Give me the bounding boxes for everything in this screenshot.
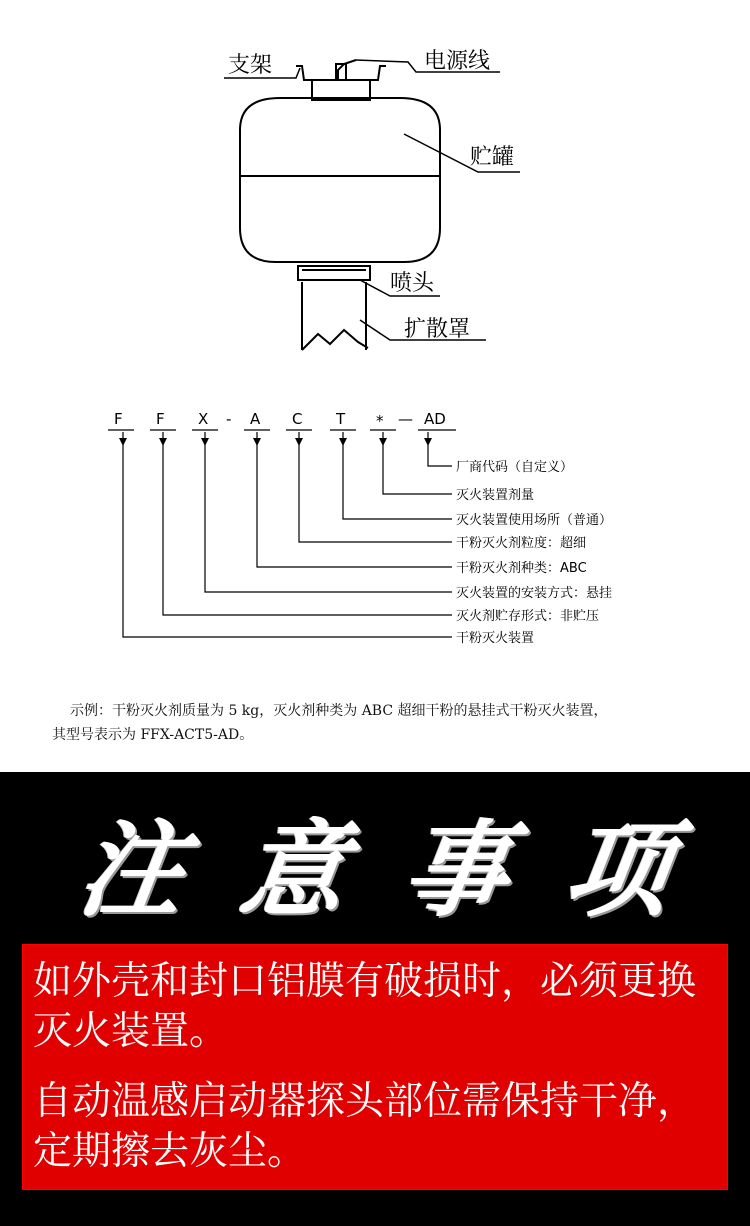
legend-item-4: 干粉灭火剂粒度：超细 xyxy=(456,536,587,551)
leader-star xyxy=(383,432,452,494)
legend-item-3: 灭火装置使用场所（普通） xyxy=(456,513,613,528)
arrow-ad xyxy=(424,438,432,446)
arrow-x xyxy=(201,438,209,446)
leader-t xyxy=(343,432,452,519)
legend-item-2: 灭火装置剂量 xyxy=(456,488,535,503)
arrow-star xyxy=(379,438,387,446)
arrow-f1 xyxy=(119,438,127,446)
code-char-x: X xyxy=(198,410,209,428)
arrow-a xyxy=(253,438,261,446)
bracket-right-line xyxy=(370,66,386,98)
code-char-t: T xyxy=(336,410,346,428)
code-char-emdash: — xyxy=(398,410,413,428)
leader-ad xyxy=(428,432,452,466)
code-char-star: * xyxy=(376,412,384,430)
leader-f1 xyxy=(123,432,452,637)
legend-item-8: 干粉灭火装置 xyxy=(456,631,535,646)
notice-title-char-1: 注 xyxy=(71,808,193,931)
arrow-f2 xyxy=(159,438,167,446)
label-bracket: 支架 xyxy=(228,53,273,78)
legend-item-6: 灭火装置的安装方式：悬挂 xyxy=(456,586,613,601)
notice-section xyxy=(0,772,750,1226)
leader-f2 xyxy=(163,432,452,615)
code-char-ad: AD xyxy=(424,410,446,428)
notice-title-char-4: 项 xyxy=(557,808,679,931)
leader-a xyxy=(257,432,452,567)
leader-x xyxy=(205,432,452,592)
example-line-2: 其型号表示为 FFX-ACT5-AD。 xyxy=(52,727,254,743)
notice-paragraph-1: 如外壳和封口铝膜有破损时，必须更换灭火装置。 xyxy=(33,959,697,1054)
legend-item-5: 干粉灭火剂种类：ABC xyxy=(456,561,587,576)
arrow-t xyxy=(339,438,347,446)
notice-title-char-2: 意 xyxy=(233,808,355,931)
leader-c xyxy=(299,432,452,542)
label-power-cord: 电源线 xyxy=(424,49,491,74)
code-char-a: A xyxy=(250,410,261,428)
notice-paragraph-2: 自动温感启动器探头部位需保持干净，定期擦去灰尘。 xyxy=(33,1079,697,1174)
notice-title xyxy=(0,810,750,930)
nozzle-block xyxy=(298,266,370,280)
arrow-c xyxy=(295,438,303,446)
diffuser-bottom xyxy=(302,330,368,350)
notice-title-char-3: 事 xyxy=(395,808,517,931)
legend-item-1: 厂商代码（自定义） xyxy=(456,460,574,475)
label-nozzle: 喷头 xyxy=(390,271,435,296)
label-diffuser: 扩散罩 xyxy=(404,317,471,342)
label-tank: 贮罐 xyxy=(470,145,515,170)
code-char-dash: - xyxy=(226,410,232,428)
code-char-f2: F xyxy=(156,410,165,428)
legend-item-7: 灭火剂贮存形式：非贮压 xyxy=(456,609,600,624)
code-char-c: C xyxy=(292,410,303,428)
code-char-f1: F xyxy=(114,410,123,428)
tank-outline xyxy=(240,98,440,262)
notice-box xyxy=(22,944,728,1190)
example-line-1: 示例：干粉灭火剂质量为 5 kg，灭火剂种类为 ABC 超细干粉的悬挂式干粉灭火装置， xyxy=(70,703,608,719)
